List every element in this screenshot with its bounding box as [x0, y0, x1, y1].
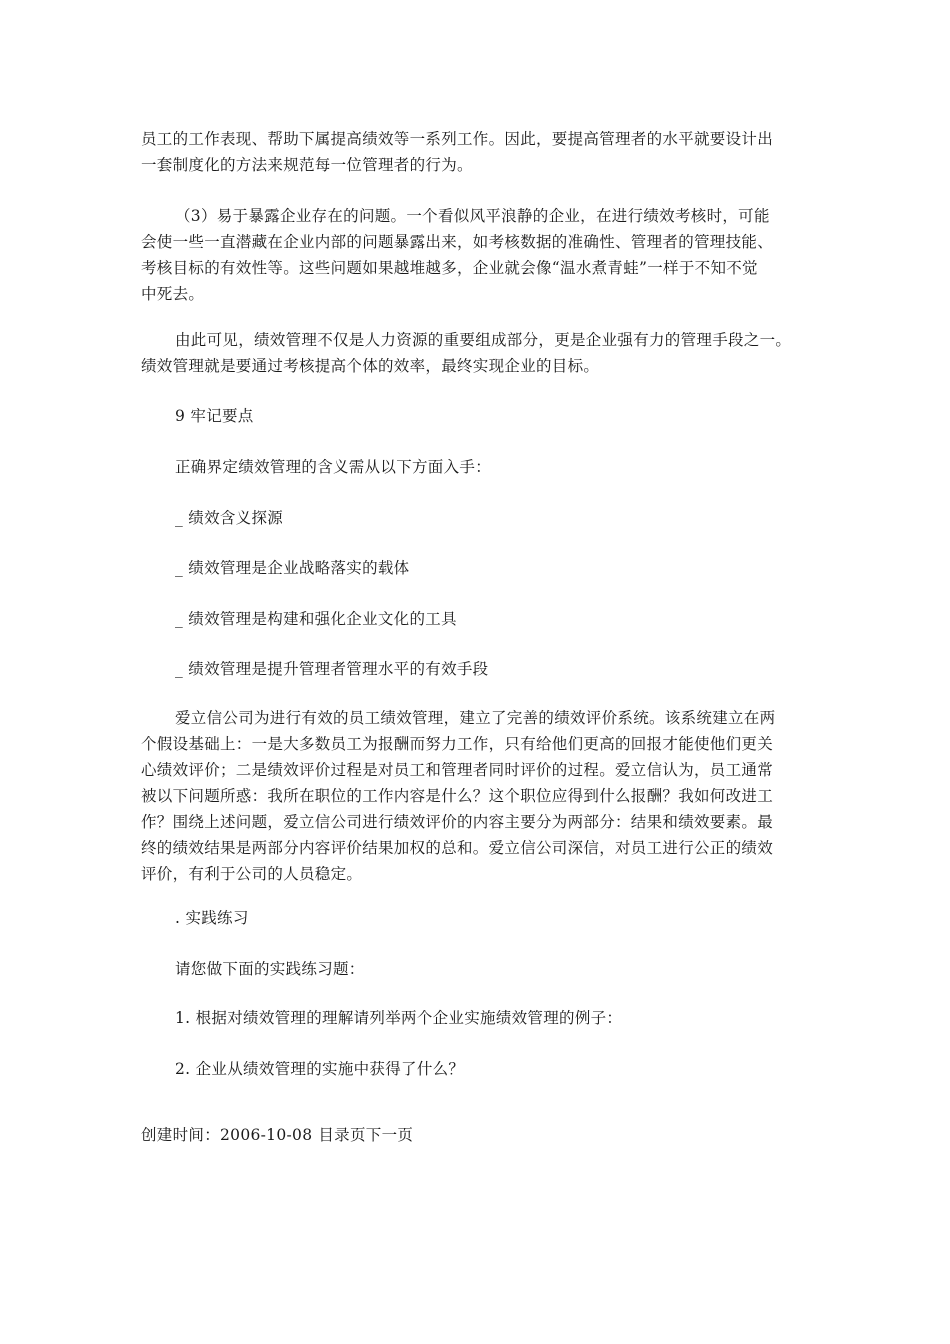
text-line: 心绩效评价；二是绩效评价过程是对员工和管理者同时评价的过程。爱立信认为，员工通常: [141, 761, 774, 779]
practice-question: 1. 根据对绩效管理的理解请列举两个企业实施绩效管理的例子：: [175, 1009, 623, 1027]
paragraph-ericsson-case: [141, 705, 821, 887]
text-line: （3）易于暴露企业存在的问题。一个看似风平浪静的企业，在进行绩效考核时，可能: [175, 207, 770, 225]
paragraph-summary: [141, 327, 821, 379]
text-line: 一套制度化的方法来规范每一位管理者的行为。: [141, 156, 473, 174]
text-line: 会使一些一直潜藏在企业内部的问题暴露出来，如考核数据的准确性、管理者的管理技能、: [141, 233, 774, 251]
practice-intro: 请您做下面的实践练习题：: [175, 960, 365, 978]
section-heading-practice: . 实践练习: [175, 909, 249, 927]
text-line: 绩效管理就是要通过考核提高个体的效率，最终实现企业的目标。: [141, 357, 600, 375]
text-line: 由此可见，绩效管理不仅是人力资源的重要组成部分，更是企业强有力的管理手段之一。: [175, 331, 792, 349]
toc-page-link[interactable]: 目录页: [318, 1126, 366, 1144]
text-line: 中死去。: [141, 285, 205, 303]
text-line: 终的绩效结果是两部分内容评价结果加权的总和。爱立信公司深信，对员工进行公正的绩效: [141, 839, 774, 857]
paragraph-continuation: [141, 126, 821, 178]
practice-question: 2. 企业从绩效管理的实施中获得了什么？: [175, 1060, 465, 1078]
paragraph-point-3: [141, 203, 821, 307]
key-points-intro: 正确界定绩效管理的含义需从以下方面入手：: [175, 458, 492, 476]
text-line: 爱立信公司为进行有效的员工绩效管理，建立了完善的绩效评价系统。该系统建立在两: [175, 709, 776, 727]
key-point-item: _ 绩效管理是提升管理者管理水平的有效手段: [175, 660, 489, 678]
key-point-item: _ 绩效管理是企业战略落实的载体: [175, 559, 410, 577]
text-line: 评价，有利于公司的人员稳定。: [141, 865, 363, 883]
section-heading-key-points: 9 牢记要点: [175, 407, 254, 425]
page-footer: [141, 1122, 413, 1148]
key-point-item: _ 绩效含义探源: [175, 509, 284, 527]
text-line: 考核目标的有效性等。这些问题如果越堆越多，企业就会像“温水煮青蛙”一样于不知不觉: [141, 259, 758, 277]
text-line: 作？围绕上述问题，爱立信公司进行绩效评价的内容主要分为两部分：结果和绩效要素。最: [141, 813, 774, 831]
text-line: 个假设基础上：一是大多数员工为报酬而努力工作，只有给他们更高的回报才能使他们更关: [141, 735, 774, 753]
next-page-link[interactable]: 下一页: [365, 1126, 414, 1144]
text-line: 被以下问题所惑：我所在职位的工作内容是什么？这个职位应得到什么报酬？我如何改进工: [141, 787, 774, 805]
text-line: 员工的工作表现、帮助下属提高绩效等一系列工作。因此，要提高管理者的水平就要设计出: [141, 130, 774, 148]
created-time: 创建时间：2006-10-08: [141, 1126, 313, 1144]
key-point-item: _ 绩效管理是构建和强化企业文化的工具: [175, 610, 457, 628]
